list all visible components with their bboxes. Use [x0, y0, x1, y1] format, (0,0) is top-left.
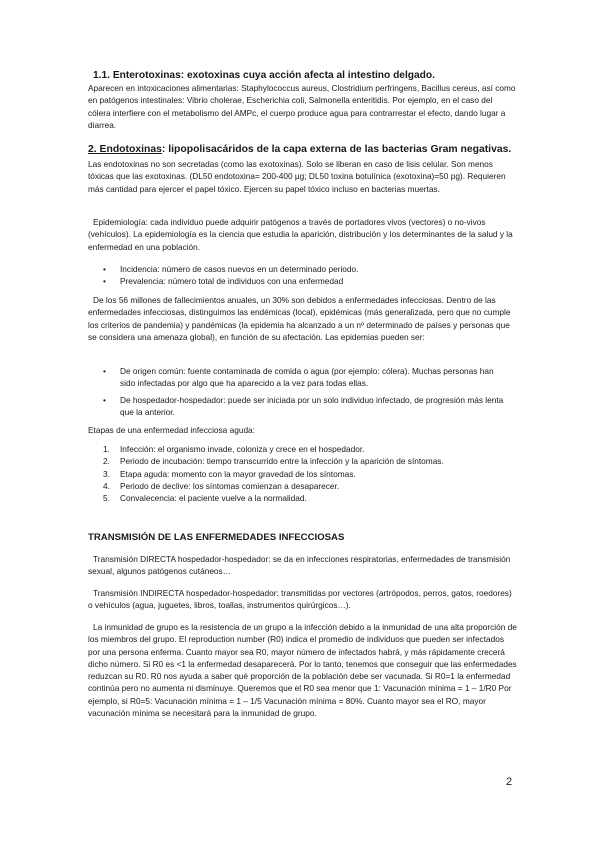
list-item-text: Convalecencia: el paciente vuelve a la normalidad. [120, 493, 307, 504]
list-epidemias [88, 365, 508, 418]
list-epidemiologia [88, 263, 508, 288]
paragraph-fallecimientos-text: De los 56 millones de fallecimientos anuales, un 30% son debidos a enfermedades infecciosas. Dentro de las enfermedades infecciosas, distinguimos las endémicas (local), epidémicas (más generalizada, pero que no cumple los criterios de pandemia) y pandémicas (la epidemia ha alcanzado a un nº determinado de países y personas que se considera una amenaza global), en función de su afectación. Las epidemias pueden ser: [88, 295, 511, 342]
heading-transmision [88, 532, 508, 544]
paragraph-fallecimientos [88, 294, 516, 343]
list-item-number: 2. [103, 456, 110, 467]
list-item-text: De hospedador-hospedador: puede ser iniciada por un solo individuo infectado, de progresión más lenta que la anterior. [120, 394, 504, 417]
list-item-number: 3. [103, 468, 110, 479]
heading-transmision-text: TRANSMISIÓN DE LAS ENFERMEDADES INFECCIOSAS [88, 532, 345, 543]
paragraph-enterotoxinas-text: Aparecen en intoxicaciones alimentarias: Staphylococcus aureus, Clostridium perfringens, Bacillus cereus, así como en patógenos intestinales: Vibrio cholerae, Escherichia coli, Salmonella enteritidis. Por ejemplo, en el caso del cólera interfiere con el metabolismo del AMPc, el cuerpo produce agua para contrarrestar el efecto, dando lugar a diarrea. [88, 83, 516, 130]
list-item-text: Infección: el organismo invade, coloniza y crece en el hospedador. [120, 444, 365, 454]
paragraph-epidemiologia-text: Epidemiología: cada individuo puede adquirir patógenos a través de portadores vivos (vectores) o no-vivos (vehículos). La epidemiología es la ciencia que estudia la aparición, distribución y los determinantes de la salud y la enfermedad en una población. [88, 217, 513, 252]
list-item-text: Prevalencia: número total de individuos con una enfermedad [120, 276, 344, 287]
paragraph-endotoxinas [88, 158, 516, 195]
paragraph-transmision-directa [88, 553, 518, 578]
paragraph-inmunidad-grupo [88, 621, 518, 719]
paragraph-enterotoxinas [88, 82, 516, 131]
list-item-number: 5. [103, 493, 110, 504]
list-item [88, 365, 508, 390]
page-number: 2 [506, 776, 513, 788]
list-etapas [88, 443, 518, 504]
heading-endotoxinas-rest: : lipopolisacáridos de la capa externa de las bacterias Gram negativas. [161, 144, 512, 155]
heading-endotoxinas [88, 143, 518, 156]
list-item-text: De origen común: fuente contaminada de comida o agua (por ejemplo: cólera). Muchas personas han sido infectadas por algo que ha aparecido a la vez para todas ellas. [120, 366, 494, 389]
paragraph-transmision-indirecta [88, 587, 518, 612]
list-item [88, 443, 518, 455]
etapas-title [88, 424, 508, 436]
heading-endotoxinas-underlined: 2. Endotoxinas [88, 144, 162, 155]
paragraph-transmision-directa-text: Transmisión DIRECTA hospedador-hospedador: se da en infecciones respiratorias, enfermedades de transmisión sexual, algunos patógenos cutáneos… [88, 554, 511, 577]
paragraph-endotoxinas-text: Las endotoxinas no son secretadas (como las exotoxinas). Solo se liberan en caso de lisis celular. Son menos tóxicas que las exotoxinas. (DL50 endotoxina= 200-400 μg; DL50 toxina botulínica (exotoxina)=50 pg). Requieren más cantidad para ejercer el papel tóxico. Ejercen su papel tóxico incluso en bacterias muertas. [88, 159, 506, 194]
bullet-icon: • [103, 276, 106, 287]
list-item [88, 480, 518, 492]
bullet-icon: • [103, 394, 106, 405]
list-item-number: 1. [103, 444, 110, 454]
paragraph-transmision-indirecta-text: Transmisión INDIRECTA hospedador-hospedador: transmitidas por vectores (artrópodos, perros, gatos, roedores) o vehículos (agua, juguetes, libros, toallas, instrumentos quirúrgicos…). [88, 588, 512, 611]
heading-enterotoxinas [93, 69, 505, 82]
paragraph-inmunidad-grupo-text: La inmunidad de grupo es la resistencia de un grupo a la infección debido a la inmunidad de una alta proporción de los miembros del grupo. El reproduction number (R0) indica el promedio de individuos que pueden ser infectados por una persona enferma. Cuanto mayor sea R0, mayor número de infectados habrá, y más rápidamente crecerá dicho número. Si R0 es <1 la enfermedad desaparecerá. Por lo tanto, tenemos que conseguir que las enfermedades reduzcan su R0. R0 nos ayuda a saber qué proporción de la población debe ser vacunada. Si R0=1 la enfermedad continúa pero no aumenta ni disminuye. Queremos que el R0 sea menor que 1: Vacunación mínima = 1 – 1/R0 Por ejemplo, si R0=5: Vacunación mínima = 1 – 1/5 Vacunación mínima = 80%. Cuanto mayor sea el RO, mayor vacunación mínima se necesitará para la inmunidad de grupo. [88, 622, 517, 719]
list-item-number: 4. [103, 480, 110, 491]
list-item [88, 263, 508, 275]
etapas-title-text: Etapas de una enfermedad infecciosa aguda: [88, 425, 255, 435]
list-item [88, 394, 508, 419]
heading-enterotoxinas-title: 1.1. Enterotoxinas: exotoxinas cuya acción afecta al intestino delgado. [93, 70, 435, 81]
list-item-text: Etapa aguda: momento con la mayor gravedad de los síntomas. [120, 468, 356, 479]
list-item [88, 275, 508, 287]
list-item [88, 455, 518, 467]
list-item-text: Periodo de declive: los síntomas comienzan a desaparecer. [120, 480, 340, 491]
list-item-text: Incidencia: número de casos nuevos en un determinado periodo. [120, 264, 359, 274]
list-item-text: Periodo de incubación: tiempo transcurrido entre la infección y la aparición de síntomas. [120, 456, 444, 467]
paragraph-epidemiologia [88, 216, 518, 253]
bullet-icon: • [103, 366, 106, 376]
bullet-icon: • [103, 264, 106, 274]
list-item [88, 492, 518, 504]
list-item [88, 468, 518, 480]
